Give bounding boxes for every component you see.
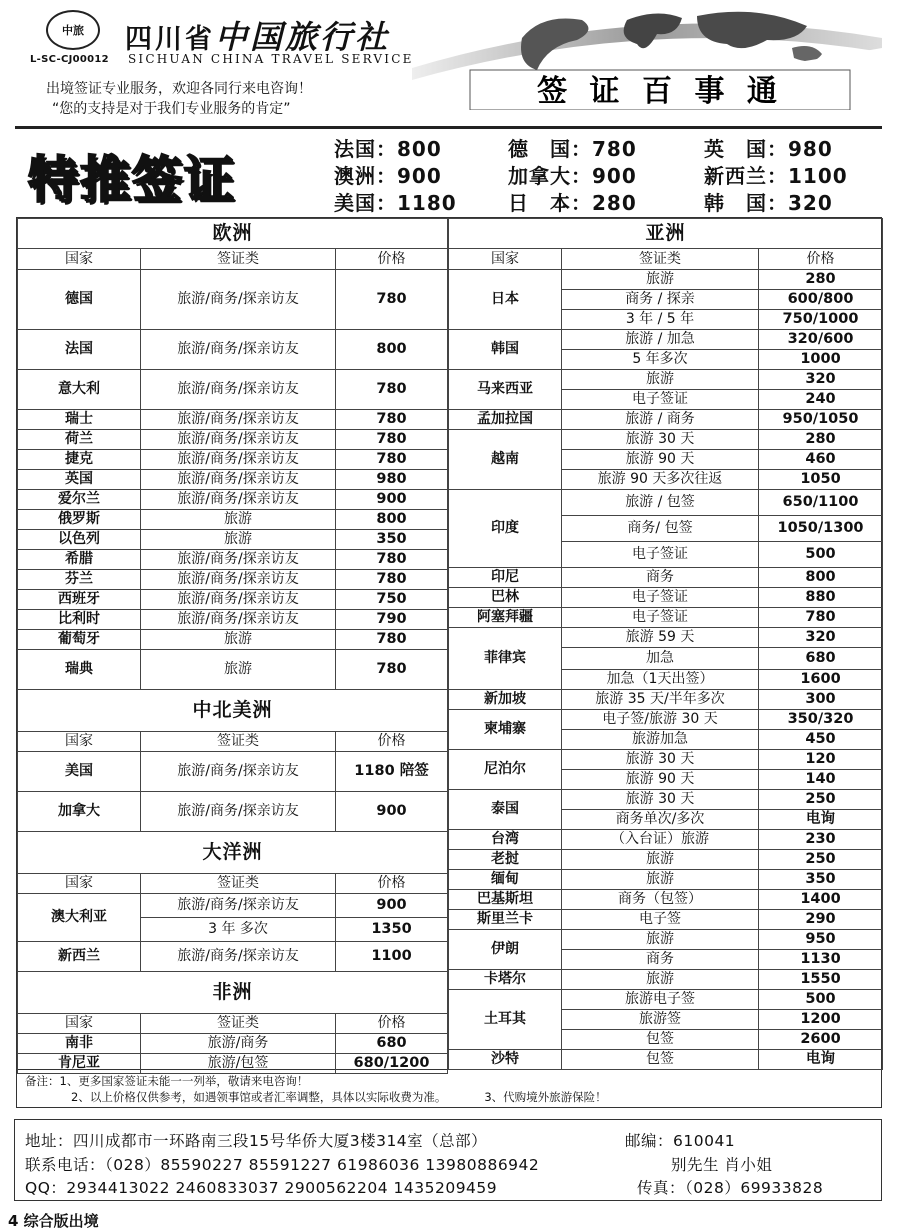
price-cell: 230 xyxy=(759,830,883,850)
visa-type-cell: 旅游 xyxy=(141,510,336,530)
price-cell: 320 xyxy=(759,370,883,390)
table-row xyxy=(449,850,883,870)
table-row xyxy=(449,750,883,770)
country-cell: 葡萄牙 xyxy=(18,630,141,650)
price-cell: 280 xyxy=(759,270,883,290)
table-row xyxy=(18,470,448,490)
table-row xyxy=(18,610,448,630)
country-cell: 巴基斯坦 xyxy=(449,890,562,910)
table-row xyxy=(18,430,448,450)
visa-type-cell: 旅游 xyxy=(562,870,759,890)
table-row xyxy=(449,790,883,810)
table-row xyxy=(449,490,883,516)
price-cell: 280 xyxy=(759,430,883,450)
table-row xyxy=(449,890,883,910)
table-row xyxy=(449,1050,883,1070)
price-cell: 780 xyxy=(336,430,448,450)
remark-3-text: 3、代购境外旅游保险！ xyxy=(484,1090,607,1104)
col-country: 国家 xyxy=(18,732,141,752)
col-country: 国家 xyxy=(449,249,562,270)
table-row xyxy=(18,550,448,570)
col-type: 签证类 xyxy=(141,874,336,894)
asia-title: 亚洲 xyxy=(449,219,883,249)
table-row xyxy=(18,894,448,918)
table-row xyxy=(18,942,448,972)
table-row xyxy=(449,690,883,710)
col-type: 签证类 xyxy=(141,1014,336,1034)
col-country: 国家 xyxy=(18,874,141,894)
price-cell: 电询 xyxy=(759,810,883,830)
country-cell: 阿塞拜疆 xyxy=(449,608,562,628)
visa-type-cell: 商务单次/多次 xyxy=(562,810,759,830)
column-header-row xyxy=(18,732,448,752)
table-row xyxy=(449,710,883,730)
table-row xyxy=(18,1034,448,1054)
country-cell: 日本 xyxy=(449,270,562,330)
visa-type-cell: 旅游/商务/探亲访友 xyxy=(141,550,336,570)
table-row xyxy=(449,270,883,290)
visa-type-cell: 旅游 90 天多次往返 xyxy=(562,470,759,490)
visa-type-cell: 旅游/商务/探亲访友 xyxy=(141,330,336,370)
visa-type-cell: 旅游/商务/探亲访友 xyxy=(141,270,336,330)
visa-type-cell: 电子签证 xyxy=(562,608,759,628)
world-map-icon xyxy=(412,8,882,110)
col-type: 签证类 xyxy=(141,732,336,752)
visa-price-tables xyxy=(16,217,882,1070)
column-header-row xyxy=(18,874,448,894)
country-cell: 越南 xyxy=(449,430,562,490)
price-cell: 电询 xyxy=(759,1050,883,1070)
price-cell: 450 xyxy=(759,730,883,750)
country-cell: 英国 xyxy=(18,470,141,490)
country-cell: 西班牙 xyxy=(18,590,141,610)
visa-type-cell: 包签 xyxy=(562,1050,759,1070)
featured-item: 日 本：280 xyxy=(508,191,637,215)
table-row xyxy=(18,630,448,650)
table-row xyxy=(18,510,448,530)
left-price-table xyxy=(17,218,448,1074)
table-row xyxy=(449,990,883,1010)
country-cell: 加拿大 xyxy=(18,792,141,832)
company-name-main: 中国旅行社 xyxy=(215,18,391,56)
country-cell: 印度 xyxy=(449,490,562,568)
visa-type-cell: 商务 xyxy=(562,950,759,970)
visa-type-cell: 旅游 xyxy=(562,850,759,870)
price-cell: 950/1050 xyxy=(759,410,883,430)
table-row xyxy=(449,910,883,930)
price-cell: 1100 xyxy=(336,942,448,972)
price-cell: 800 xyxy=(759,568,883,588)
visa-type-cell: 旅游/商务/探亲访友 xyxy=(141,942,336,972)
price-cell: 300 xyxy=(759,690,883,710)
price-cell: 800 xyxy=(336,330,448,370)
visa-type-cell: 旅游加急 xyxy=(562,730,759,750)
featured-item: 韩 国：320 xyxy=(704,191,833,215)
header-divider xyxy=(15,126,882,129)
remark-line-2 xyxy=(25,1089,873,1105)
country-cell: 芬兰 xyxy=(18,570,141,590)
visa-type-cell: 旅游/商务/探亲访友 xyxy=(141,410,336,430)
visa-type-cell: 旅游 / 加急 xyxy=(562,330,759,350)
table-row xyxy=(449,608,883,628)
price-cell: 350 xyxy=(336,530,448,550)
country-cell: 荷兰 xyxy=(18,430,141,450)
country-cell: 爱尔兰 xyxy=(18,490,141,510)
table-row xyxy=(18,370,448,410)
phone-numbers: 联系电话：（028）85590227 85591227 61986036 13980886942 xyxy=(25,1156,540,1174)
price-cell: 900 xyxy=(336,894,448,918)
country-cell: 新西兰 xyxy=(18,942,141,972)
america-title: 中北美洲 xyxy=(18,690,448,732)
price-cell: 900 xyxy=(336,792,448,832)
price-cell: 120 xyxy=(759,750,883,770)
country-cell: 沙特 xyxy=(449,1050,562,1070)
company-logo xyxy=(46,10,100,50)
visa-type-cell: 包签 xyxy=(562,1030,759,1050)
visa-type-cell: 旅游签 xyxy=(562,1010,759,1030)
price-cell: 350/320 xyxy=(759,710,883,730)
table-row xyxy=(18,590,448,610)
visa-type-cell: 旅游/商务/探亲访友 xyxy=(141,490,336,510)
country-cell: 菲律宾 xyxy=(449,628,562,690)
country-cell: 捷克 xyxy=(18,450,141,470)
price-cell: 790 xyxy=(336,610,448,630)
logo-text: 中旅 xyxy=(62,24,84,37)
contact-persons: 别先生 肖小姐 xyxy=(671,1156,773,1174)
price-cell: 780 xyxy=(336,630,448,650)
visa-type-cell: 3 年 / 5 年 xyxy=(562,310,759,330)
table-row xyxy=(18,330,448,370)
price-cell: 320 xyxy=(759,628,883,648)
column-header-row xyxy=(18,1014,448,1034)
price-cell: 980 xyxy=(336,470,448,490)
table-row xyxy=(449,930,883,950)
country-cell: 德国 xyxy=(18,270,141,330)
remarks-box xyxy=(16,1070,882,1108)
table-row xyxy=(18,570,448,590)
country-cell: 伊朗 xyxy=(449,930,562,970)
country-cell: 韩国 xyxy=(449,330,562,370)
remark-line-1: 备注：1、更多国家签证未能一一列举，敬请来电咨询！ xyxy=(25,1074,309,1088)
visa-type-cell: 旅游电子签 xyxy=(562,990,759,1010)
country-cell: 老挝 xyxy=(449,850,562,870)
europe-title: 欧洲 xyxy=(18,219,448,249)
price-cell: 1600 xyxy=(759,670,883,690)
table-row xyxy=(449,410,883,430)
visa-type-cell: 商务（包签） xyxy=(562,890,759,910)
country-cell: 卡塔尔 xyxy=(449,970,562,990)
visa-type-cell: 旅游/商务/探亲访友 xyxy=(141,590,336,610)
visa-type-cell: 商务 / 探亲 xyxy=(562,290,759,310)
column-header-row xyxy=(18,249,448,270)
visa-type-cell: 旅游 30 天 xyxy=(562,750,759,770)
africa-title: 非洲 xyxy=(18,972,448,1014)
visa-type-cell: 旅游 / 包签 xyxy=(562,490,759,516)
visa-type-cell: 电子签证 xyxy=(562,588,759,608)
oceania-title: 大洋洲 xyxy=(18,832,448,874)
table-row xyxy=(449,970,883,990)
postcode: 邮编：610041 xyxy=(625,1132,736,1150)
section-header-row xyxy=(18,690,448,732)
country-cell: 巴林 xyxy=(449,588,562,608)
price-cell: 800 xyxy=(336,510,448,530)
visa-type-cell: 旅游/商务/探亲访友 xyxy=(141,430,336,450)
featured-item: 英 国：980 xyxy=(704,137,833,161)
price-cell: 250 xyxy=(759,790,883,810)
table-row xyxy=(18,650,448,690)
visa-type-cell: 旅游/商务/探亲访友 xyxy=(141,792,336,832)
price-cell: 1350 xyxy=(336,918,448,942)
price-cell: 290 xyxy=(759,910,883,930)
price-cell: 460 xyxy=(759,450,883,470)
price-cell: 1400 xyxy=(759,890,883,910)
visa-type-cell: 旅游 xyxy=(562,270,759,290)
visa-type-cell: 电子签证 xyxy=(562,542,759,568)
country-cell: 马来西亚 xyxy=(449,370,562,410)
country-cell: 比利时 xyxy=(18,610,141,630)
featured-item: 德 国：780 xyxy=(508,137,637,161)
asia-price-table xyxy=(448,218,883,1070)
visa-type-cell: 商务 xyxy=(562,568,759,588)
visa-type-cell: 旅游 90 天 xyxy=(562,770,759,790)
visa-type-cell: 5 年多次 xyxy=(562,350,759,370)
visa-type-cell: 3 年 多次 xyxy=(141,918,336,942)
price-cell: 1130 xyxy=(759,950,883,970)
visa-type-cell: 旅游 xyxy=(141,530,336,550)
company-name-prefix: 四川省 xyxy=(125,24,215,55)
table-row xyxy=(449,330,883,350)
visa-type-cell: 旅游/商务 xyxy=(141,1034,336,1054)
visa-type-cell: 电子签 xyxy=(562,910,759,930)
country-cell: 土耳其 xyxy=(449,990,562,1050)
table-row xyxy=(18,270,448,330)
price-cell: 2600 xyxy=(759,1030,883,1050)
section-header-row xyxy=(18,219,448,249)
price-cell: 680 xyxy=(336,1034,448,1054)
visa-type-cell: 加急 xyxy=(562,648,759,670)
banner-title: 签 证 百 事 通 xyxy=(537,74,783,109)
country-cell: 印尼 xyxy=(449,568,562,588)
price-cell: 1050/1300 xyxy=(759,516,883,542)
country-cell: 肯尼亚 xyxy=(18,1054,141,1074)
country-cell: 泰国 xyxy=(449,790,562,830)
table-row xyxy=(18,490,448,510)
price-cell: 680/1200 xyxy=(336,1054,448,1074)
price-cell: 750 xyxy=(336,590,448,610)
visa-type-cell: 旅游 59 天 xyxy=(562,628,759,648)
slogan-line-1: 出境签证专业服务，欢迎各同行来电咨询！ xyxy=(46,81,312,97)
col-type: 签证类 xyxy=(562,249,759,270)
table-row xyxy=(18,450,448,470)
visa-type-cell: 旅游 35 天/半年多次 xyxy=(562,690,759,710)
price-cell: 250 xyxy=(759,850,883,870)
price-cell: 880 xyxy=(759,588,883,608)
country-cell: 新加坡 xyxy=(449,690,562,710)
featured-item: 美国：1180 xyxy=(334,191,457,215)
section-header-row xyxy=(449,219,883,249)
price-cell: 680 xyxy=(759,648,883,670)
featured-item: 加拿大：900 xyxy=(508,164,637,188)
visa-type-cell: 旅游/商务/探亲访友 xyxy=(141,370,336,410)
col-price: 价格 xyxy=(336,249,448,270)
price-cell: 240 xyxy=(759,390,883,410)
price-cell: 950 xyxy=(759,930,883,950)
contact-footer xyxy=(14,1119,882,1201)
country-cell: 孟加拉国 xyxy=(449,410,562,430)
qq-numbers: QQ：2934413022 2460833037 2900562204 1435209459 xyxy=(25,1179,498,1197)
country-cell: 希腊 xyxy=(18,550,141,570)
price-cell: 600/800 xyxy=(759,290,883,310)
visa-type-cell: 旅游 / 商务 xyxy=(562,410,759,430)
table-row xyxy=(18,752,448,792)
visa-type-cell: 旅游 30 天 xyxy=(562,430,759,450)
table-row xyxy=(449,568,883,588)
country-cell: 美国 xyxy=(18,752,141,792)
price-cell: 780 xyxy=(336,550,448,570)
col-type: 签证类 xyxy=(141,249,336,270)
price-cell: 750/1000 xyxy=(759,310,883,330)
price-cell: 1050 xyxy=(759,470,883,490)
country-cell: 尼泊尔 xyxy=(449,750,562,790)
section-header-row xyxy=(18,832,448,874)
price-cell: 780 xyxy=(759,608,883,628)
visa-type-cell: 旅游 xyxy=(562,970,759,990)
table-row xyxy=(449,430,883,450)
page-header xyxy=(0,0,900,128)
visa-type-cell: 旅游/商务/探亲访友 xyxy=(141,610,336,630)
world-map-banner xyxy=(412,8,882,110)
col-country: 国家 xyxy=(18,1014,141,1034)
section-header-row xyxy=(18,972,448,1014)
table-row xyxy=(18,792,448,832)
price-cell: 650/1100 xyxy=(759,490,883,516)
featured-title: 特推签证 xyxy=(28,150,236,209)
page-label: 4 综合版出境 xyxy=(8,1212,99,1230)
price-cell: 900 xyxy=(336,490,448,510)
country-cell: 俄罗斯 xyxy=(18,510,141,530)
price-cell: 780 xyxy=(336,270,448,330)
visa-type-cell: 加急（1天出签） xyxy=(562,670,759,690)
country-cell: 意大利 xyxy=(18,370,141,410)
price-cell: 1000 xyxy=(759,350,883,370)
country-cell: 斯里兰卡 xyxy=(449,910,562,930)
visa-type-cell: 商务/ 包签 xyxy=(562,516,759,542)
col-country: 国家 xyxy=(18,249,141,270)
col-price: 价格 xyxy=(336,732,448,752)
table-row xyxy=(449,628,883,648)
table-row xyxy=(449,588,883,608)
price-cell: 350 xyxy=(759,870,883,890)
price-cell: 320/600 xyxy=(759,330,883,350)
address: 地址：四川成都市一环路南三段15号华侨大厦3楼314室（总部） xyxy=(25,1132,488,1150)
country-cell: 瑞士 xyxy=(18,410,141,430)
featured-item: 澳洲：900 xyxy=(334,164,442,188)
column-header-row xyxy=(449,249,883,270)
price-cell: 1550 xyxy=(759,970,883,990)
price-cell: 780 xyxy=(336,410,448,430)
visa-type-cell: 旅游/包签 xyxy=(141,1054,336,1074)
visa-type-cell: 旅游 30 天 xyxy=(562,790,759,810)
featured-item: 法国：800 xyxy=(334,137,442,161)
table-row xyxy=(18,530,448,550)
visa-type-cell: 旅游/商务/探亲访友 xyxy=(141,450,336,470)
country-cell: 以色列 xyxy=(18,530,141,550)
col-price: 价格 xyxy=(336,1014,448,1034)
visa-type-cell: 旅游 xyxy=(562,370,759,390)
country-cell: 澳大利亚 xyxy=(18,894,141,942)
price-cell: 1200 xyxy=(759,1010,883,1030)
visa-type-cell: 旅游 xyxy=(141,650,336,690)
price-cell: 500 xyxy=(759,542,883,568)
featured-item: 新西兰：1100 xyxy=(704,164,848,188)
price-cell: 780 xyxy=(336,650,448,690)
country-cell: 法国 xyxy=(18,330,141,370)
country-cell: 南非 xyxy=(18,1034,141,1054)
visa-type-cell: 旅游/商务/探亲访友 xyxy=(141,752,336,792)
country-cell: 缅甸 xyxy=(449,870,562,890)
price-cell: 1180 陪签 xyxy=(336,752,448,792)
visa-type-cell: （入台证）旅游 xyxy=(562,830,759,850)
company-name-english: SICHUAN CHINA TRAVEL SERVICE xyxy=(128,52,414,66)
visa-type-cell: 旅游 90 天 xyxy=(562,450,759,470)
table-row xyxy=(449,830,883,850)
price-cell: 780 xyxy=(336,370,448,410)
price-cell: 140 xyxy=(759,770,883,790)
license-number: L-SC-CJ00012 xyxy=(30,54,109,65)
visa-type-cell: 旅游/商务/探亲访友 xyxy=(141,470,336,490)
slogan-line-2: “您的支持是对于我们专业服务的肯定” xyxy=(52,101,291,117)
col-price: 价格 xyxy=(759,249,883,270)
fax-number: 传真：（028）69933828 xyxy=(637,1179,824,1197)
table-row xyxy=(449,870,883,890)
price-cell: 500 xyxy=(759,990,883,1010)
visa-type-cell: 旅游 xyxy=(141,630,336,650)
table-row xyxy=(449,370,883,390)
price-cell: 780 xyxy=(336,450,448,470)
remark-2-text: 2、以上价格仅供参考，如遇领事馆或者汇率调整，具体以实际收费为准。 xyxy=(71,1090,447,1104)
country-cell: 台湾 xyxy=(449,830,562,850)
price-cell: 780 xyxy=(336,570,448,590)
visa-type-cell: 电子签/旅游 30 天 xyxy=(562,710,759,730)
visa-type-cell: 旅游/商务/探亲访友 xyxy=(141,570,336,590)
col-price: 价格 xyxy=(336,874,448,894)
visa-type-cell: 电子签证 xyxy=(562,390,759,410)
table-row xyxy=(18,410,448,430)
visa-type-cell: 旅游/商务/探亲访友 xyxy=(141,894,336,918)
country-cell: 瑞典 xyxy=(18,650,141,690)
visa-type-cell: 旅游 xyxy=(562,930,759,950)
country-cell: 柬埔寨 xyxy=(449,710,562,750)
